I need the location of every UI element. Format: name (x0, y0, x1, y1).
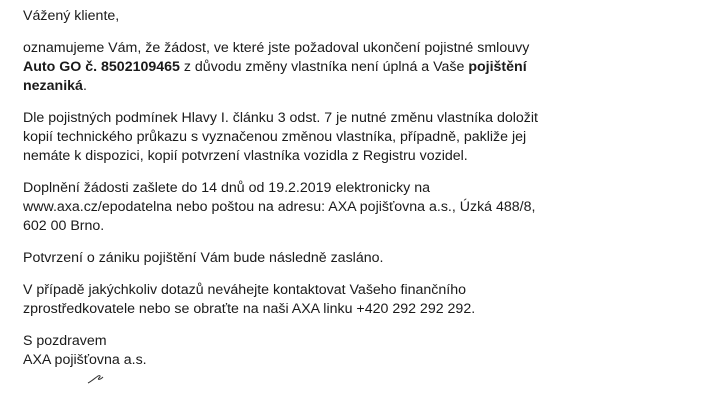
paragraph-text: z důvodu změny vlastníka není úplná a Vaše (179, 59, 469, 75)
paragraph-request-incomplete (23, 39, 703, 96)
paragraph-contact (23, 281, 703, 319)
signature-mark (86, 372, 108, 384)
emphasis-text: nezaniká (23, 78, 83, 94)
paragraph-line: kopií technického průkazu s vyznačenou změnou vlastníka, případně, pakliže jej (23, 129, 527, 145)
paragraph-text: . (82, 78, 87, 94)
paragraph-line: Doplnění žádosti zašlete do 14 dnů od 19.2.2019 elektronicky na (23, 180, 430, 196)
paragraph-submission (23, 179, 703, 236)
paragraph-line (23, 58, 703, 77)
paragraph-line: zprostředkovatele nebo se obraťte na naši AXA linku +420 292 292 292. (23, 301, 476, 317)
paragraph-conditions (23, 109, 703, 166)
closing-text: S pozdravem (23, 333, 107, 349)
paragraph-line: nemáte k dispozici, kopií potvrzení vlastníka vozidla z Registru vozidel. (23, 148, 468, 164)
greeting (23, 7, 703, 26)
paragraph-confirmation (23, 249, 703, 268)
paragraph-line: oznamujeme Vám, že žádost, ve které jste požadoval ukončení pojistné smlouvy (23, 40, 530, 56)
paragraph-line (23, 77, 703, 96)
paragraph-line: V případě jakýchkoliv dotazů neváhejte kontaktovat Vašeho finančního (23, 282, 466, 298)
paragraph-line: Potvrzení o zániku pojištění Vám bude následně zasláno. (23, 250, 384, 266)
paragraph-line: www.axa.cz/epodatelna nebo poštou na adresu: AXA pojišťovna a.s., Úzká 488/8, (23, 199, 536, 215)
paragraph-line: 602 00 Brno. (23, 218, 105, 234)
closing-block (23, 332, 703, 370)
letter-body (23, 7, 703, 383)
sender-name: AXA pojišťovna a.s. (23, 352, 147, 368)
greeting-text: Vážený kliente, (23, 8, 120, 24)
paragraph-line: Dle pojistných podmínek Hlavy I. článku 3 odst. 7 je nutné změnu vlastníka doložit (23, 110, 538, 126)
emphasis-text: pojištění (468, 59, 527, 75)
contract-number: Auto GO č. 8502109465 (23, 59, 180, 75)
